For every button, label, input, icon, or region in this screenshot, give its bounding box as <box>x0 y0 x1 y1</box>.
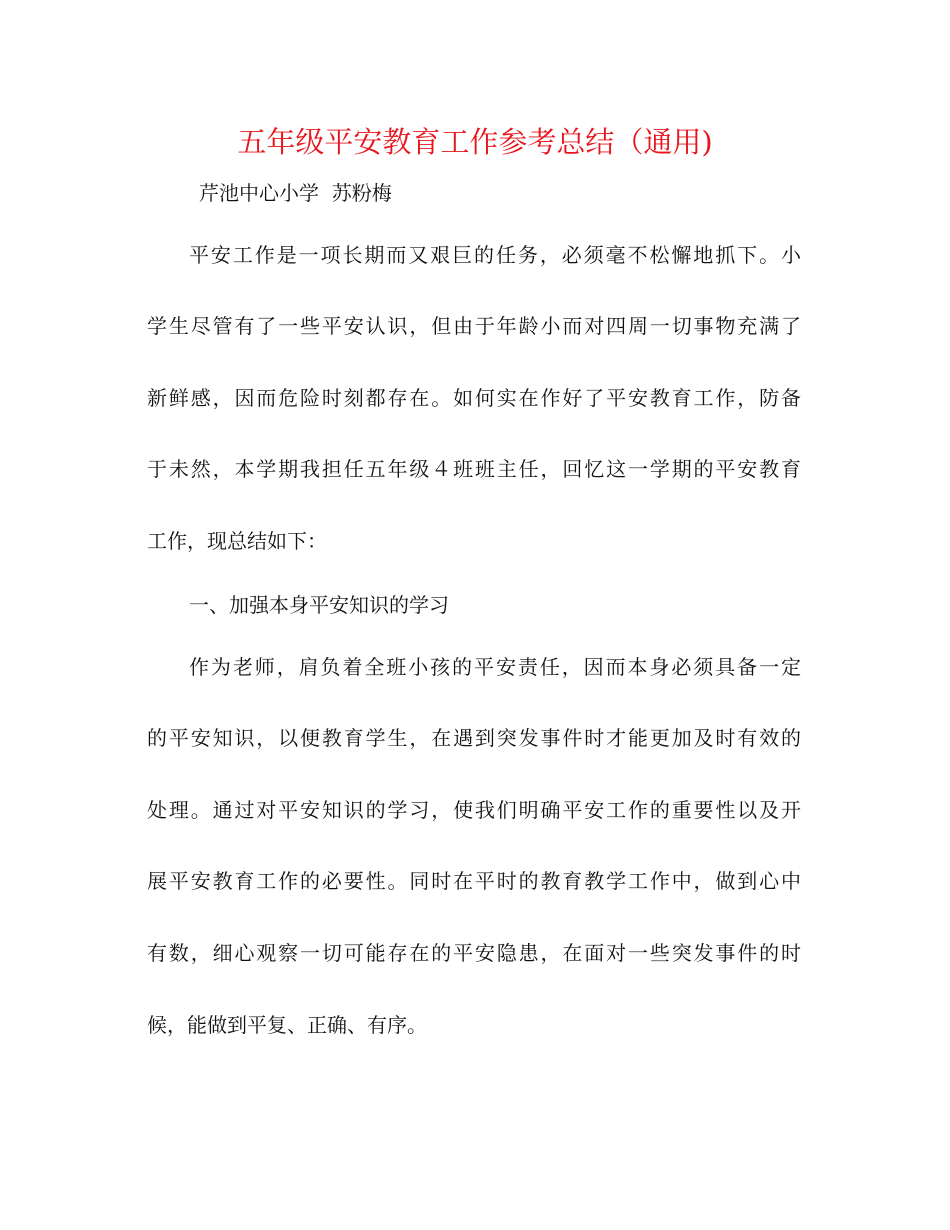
paragraph-1-line-3: 新鲜感，因而危险时刻都存在。如何实在作好了平安教育工作，防备 <box>147 386 801 410</box>
document-author: 芹池中心小学 苏粉梅 <box>199 181 392 205</box>
document-title: 五年级平安教育工作参考总结（通用) <box>237 125 713 159</box>
paragraph-1-line-1: 平安工作是一项长期而又艰巨的任务，必须毫不松懈地抓下。小 <box>189 243 801 267</box>
paragraph-1-line-4: 于未然，本学期我担任五年级４班班主任，回忆这一学期的平安教育 <box>147 457 801 481</box>
paragraph-3-line-1: 作为老师，肩负着全班小孩的平安责任，因而本身必须具备一定 <box>189 655 801 679</box>
paragraph-1-line-2: 学生尽管有了一些平安认识，但由于年龄小而对四周一切事物充满了 <box>147 314 801 338</box>
paragraph-3-line-4: 展平安教育工作的必要性。同时在平时的教育教学工作中，做到心中 <box>147 869 801 893</box>
paragraph-3-line-6: 候，能做到平复、正确、有序。 <box>147 1013 427 1037</box>
paragraph-3-line-2: 的平安知识，以便教育学生，在遇到突发事件时才能更加及时有效的 <box>147 726 801 750</box>
paragraph-1-line-5: 工作，现总结如下： <box>147 529 327 553</box>
section-heading: 一、加强本身平安知识的学习 <box>189 593 449 617</box>
paragraph-3-line-5: 有数，细心观察一切可能存在的平安隐患，在面对一些突发事件的时 <box>147 941 801 965</box>
paragraph-3-line-3: 处理。通过对平安知识的学习，使我们明确平安工作的重要性以及开 <box>147 798 801 822</box>
